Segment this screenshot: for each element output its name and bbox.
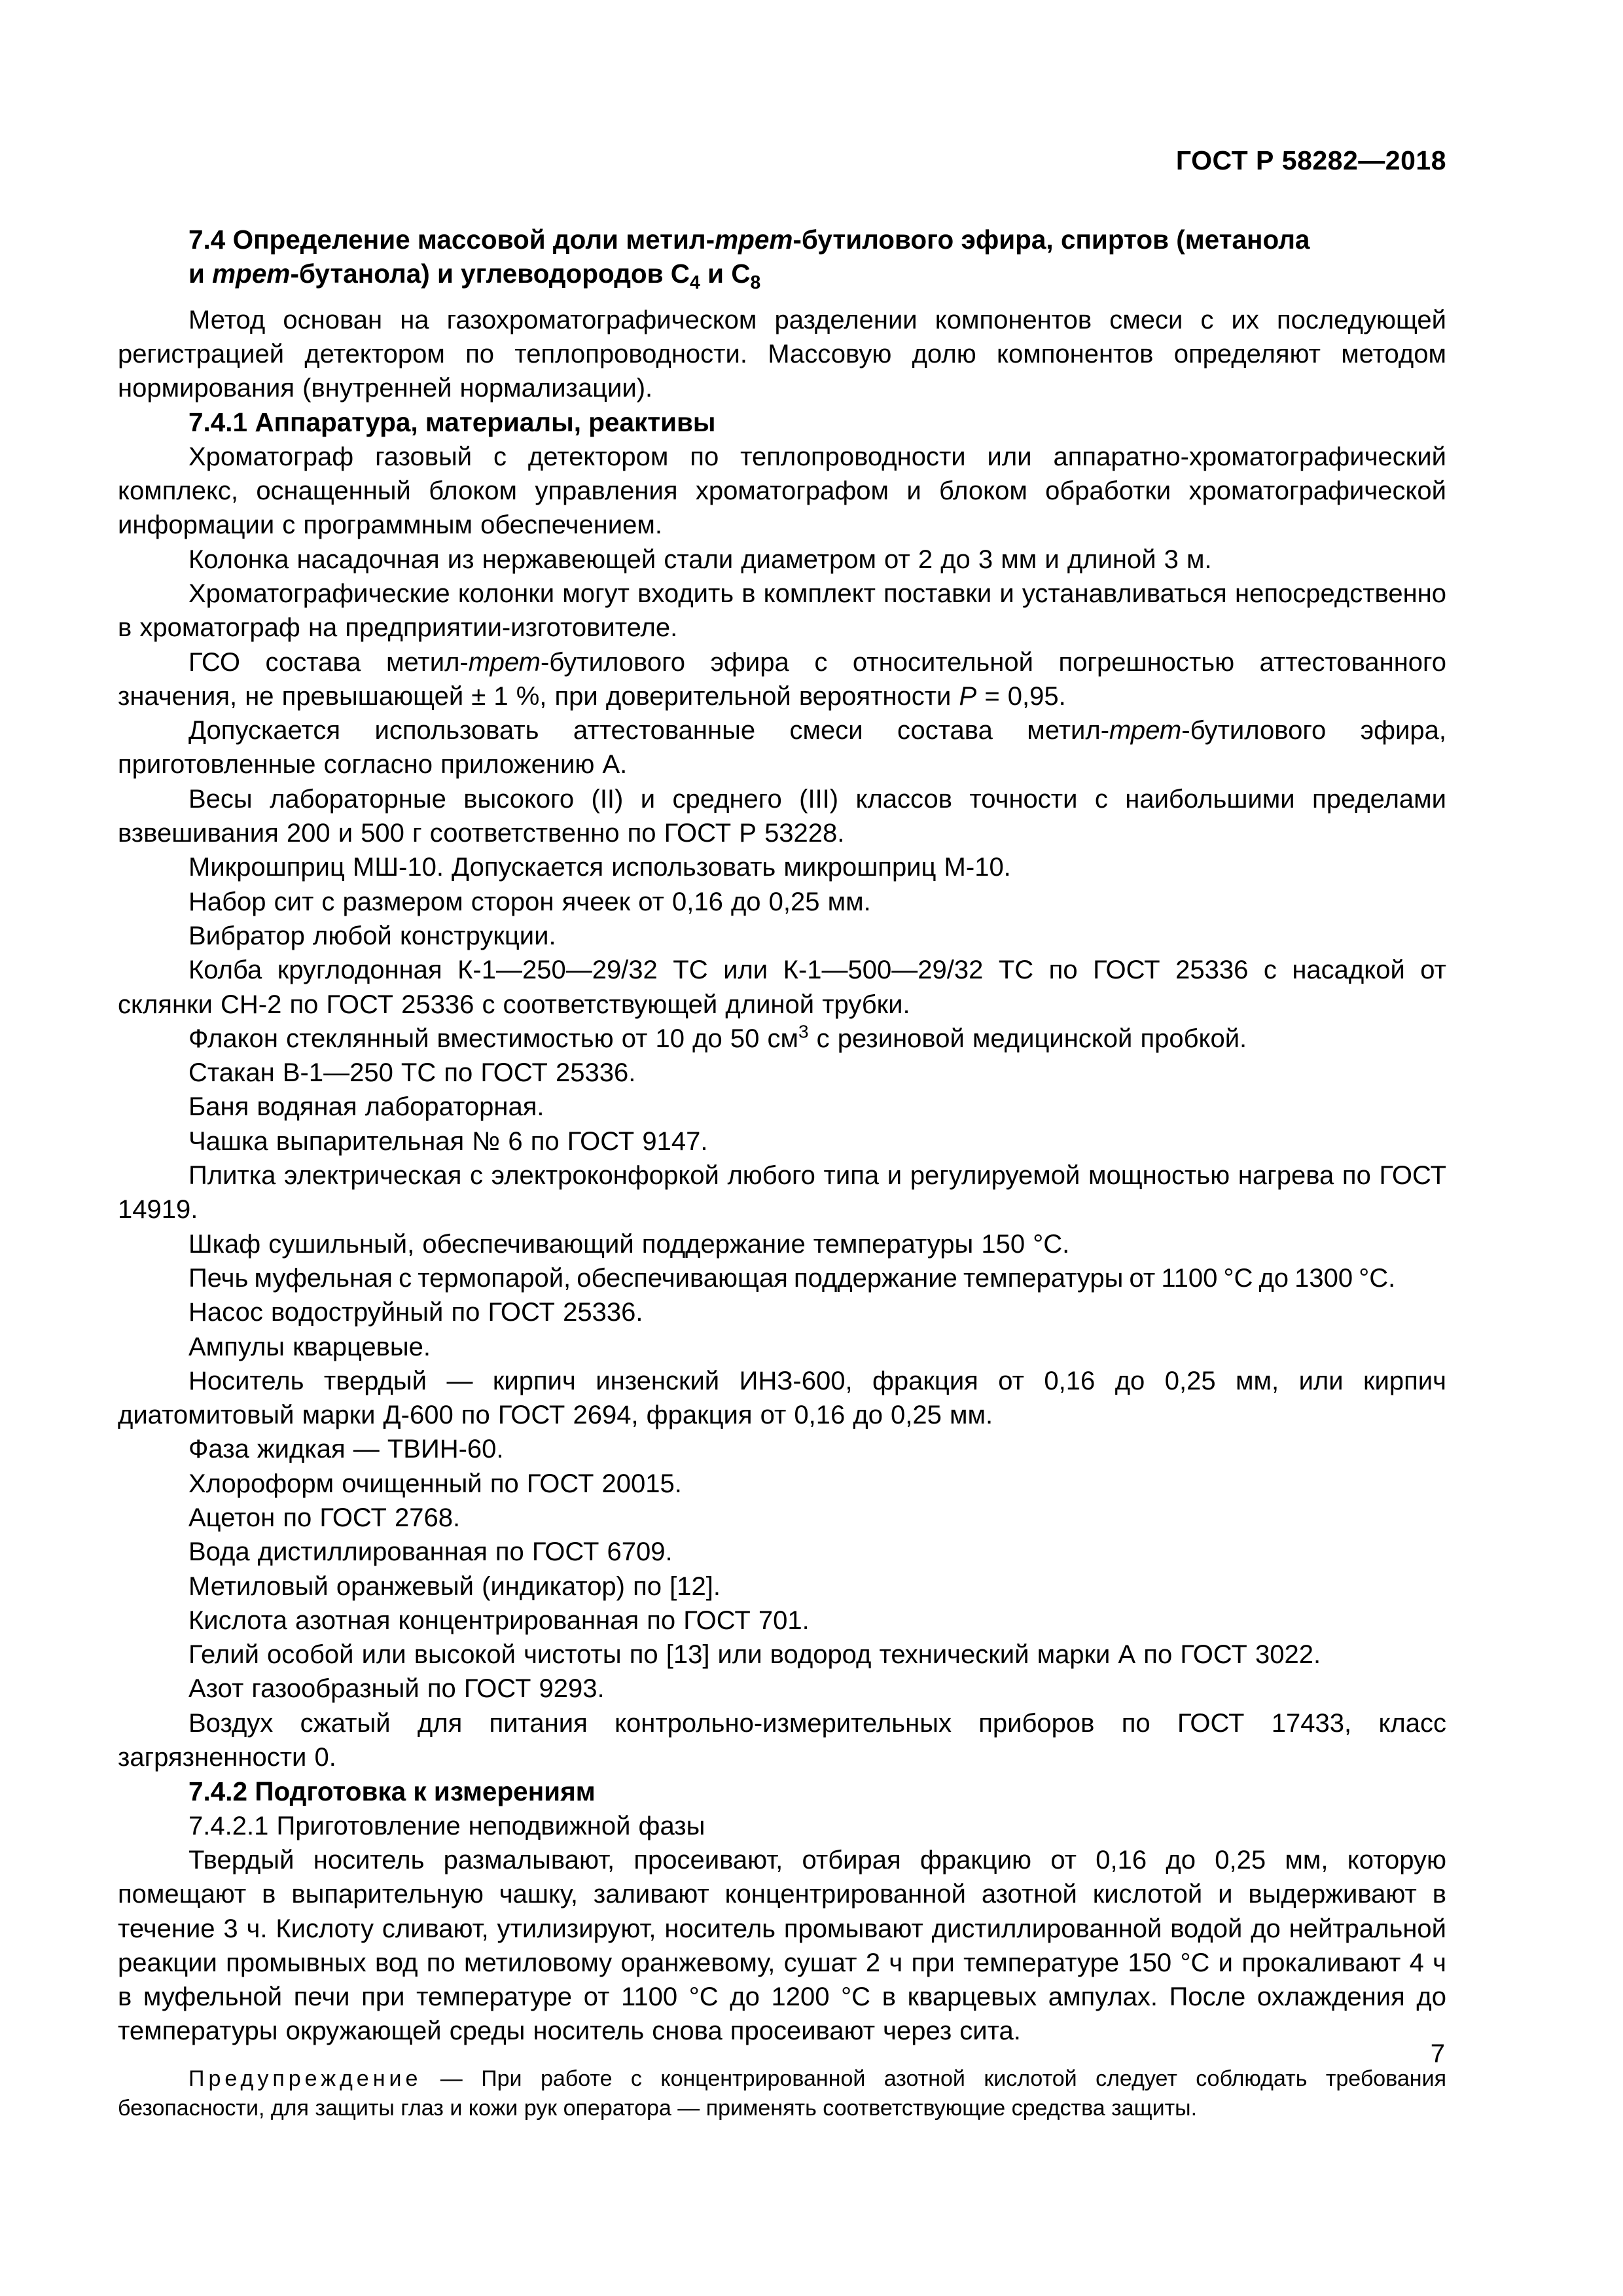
subsection-heading: [118, 1774, 1446, 1808]
section-title-italic: трет: [212, 259, 291, 289]
list-item: [118, 1022, 1446, 1056]
text-part: Допускается использовать аттестованные смеси состава метил-: [188, 716, 1110, 745]
text-part: с резиновой медицинской пробкой.: [808, 1024, 1247, 1053]
list-item: Шкаф сушильный, обеспечивающий поддержание температуры 150 °С.: [188, 1229, 1070, 1259]
intro-paragraph: Метод основан на газохроматографическом разделении компонентов смеси с их последующей регистрацией детектором по теплопроводности. Массовую долю компонентов определяют методом нормирования (внутренней нормализации).: [118, 305, 1446, 403]
text-italic: Р: [959, 681, 977, 711]
list-item: Ампулы кварцевые.: [188, 1332, 431, 1361]
section-number: 7.4: [188, 224, 226, 255]
text-italic: трет: [1109, 716, 1182, 745]
section-title-subscript: 4: [690, 272, 700, 294]
section-title-subscript: 8: [750, 272, 761, 294]
list-item: Печь муфельная с термопарой, обеспечивающая поддержание температуры от 1100 °С до 1300 °С.: [188, 1263, 1396, 1293]
text-part: = 0,95.: [976, 681, 1066, 711]
list-item: Набор сит с размером сторон ячеек от 0,16 до 0,25 мм.: [188, 887, 871, 916]
text-superscript: 3: [798, 1021, 809, 1042]
list-item: Фаза жидкая — ТВИН-60.: [188, 1435, 504, 1464]
subsection-heading: [118, 405, 1446, 439]
subsection-number: 7.4.1: [188, 407, 248, 438]
list-item: [118, 645, 1446, 714]
section-title-part: и: [188, 259, 213, 289]
list-item: Стакан В-1—250 ТС по ГОСТ 25336.: [188, 1058, 636, 1088]
list-item: Метиловый оранжевый (индикатор) по [12].: [188, 1571, 721, 1601]
list-item: Колонка насадочная из нержавеющей стали диаметром от 2 до 3 мм и длиной 3 м.: [188, 545, 1212, 574]
preparation-paragraph: Твердый носитель размалывают, просеивают, отбирая фракцию от 0,16 до 0,25 мм, которую помещают в выпарительную чашку, заливают концентрированной азотной кислотой и выдерживают в течение 3 ч. Кислоту сливают, утилизируют, носитель промывают дистиллированной водой до нейтральной реакции промывных вод по метиловому оранжевому, сушат 2 ч при температуре 150 °С и прокаливают 4 ч в муфельной печи при температуре от 1100 °С до 1200 °С в кварцевых ампулах. После охлаждения до температуры окружающей среды носитель снова просеивают через сита.: [118, 1845, 1446, 2046]
list-item: Вода дистиллированная по ГОСТ 6709.: [188, 1537, 673, 1567]
list-item: Ацетон по ГОСТ 2768.: [188, 1503, 461, 1532]
list-item: Воздух сжатый для питания контрольно-измерительных приборов по ГОСТ 17433, класс загрязненности 0.: [118, 1708, 1446, 1772]
list-item: Гелий особой или высокой чистоты по [13] или водород технический марки А по ГОСТ 3022.: [188, 1640, 1321, 1670]
list-item: Хлороформ очищенный по ГОСТ 20015.: [188, 1469, 682, 1498]
subsection-title: Аппаратура, материалы, реактивы: [255, 407, 716, 438]
text-part: Флакон стеклянный вместимостью от 10 до 50 см: [188, 1024, 798, 1053]
list-item: Носитель твердый — кирпич инзенский ИНЗ-600, фракция от 0,16 до 0,25 мм, или кирпич диатомитовый марки Д-600 по ГОСТ 2694, фракция от 0,16 до 0,25 мм.: [118, 1366, 1446, 1430]
text-part: -бутилового эфира с относительной погрешностью аттестованного значения, не превышающей ± 1 %, при доверительной вероятности: [118, 647, 1447, 711]
page-content: [118, 223, 1446, 2123]
note-label: Предупреждение: [188, 2066, 422, 2091]
section-title-italic: трет: [715, 224, 793, 255]
note-dash: —: [421, 2066, 482, 2091]
text-part: ГСО состава метил-: [188, 647, 469, 677]
section-title-part: Определение массовой доли метил-: [232, 224, 715, 255]
section-title-part: -бутанола) и углеводородов С: [290, 259, 690, 289]
list-item: Микрошприц МШ-10. Допускается использовать микрошприц М-10.: [188, 853, 1011, 882]
section-title-part: -бутилового эфира, спиртов (метанола: [793, 224, 1310, 255]
clause-heading: 7.4.2.1 Приготовление неподвижной фазы: [188, 1811, 705, 1840]
list-item: Насос водоструйный по ГОСТ 25336.: [188, 1298, 643, 1327]
page-number: 7: [1430, 2039, 1445, 2068]
list-item: Хроматограф газовый с детектором по теплопроводности или аппаратно-хроматографический комплекс, оснащенный блоком управления хроматографом и блоком обработки хроматографической информации с программным обеспечением.: [118, 442, 1446, 540]
text-part: -бутилового эфира, приготовленные согласно приложению А.: [118, 716, 1446, 780]
list-item: Весы лабораторные высокого (II) и среднего (III) классов точности с наибольшими пределами взвешивания 200 и 500 г соответственно по ГОСТ Р 53228.: [118, 784, 1446, 848]
list-item: Вибратор любой конструкции.: [188, 921, 556, 950]
subsection-title: Подготовка к измерениям: [255, 1776, 596, 1807]
list-item: Кислота азотная концентрированная по ГОСТ 701.: [188, 1605, 810, 1635]
section-heading: [118, 223, 1446, 294]
text-italic: трет: [468, 647, 541, 677]
list-item: Баня водяная лабораторная.: [188, 1092, 544, 1122]
list-item: Азот газообразный по ГОСТ 9293.: [188, 1674, 605, 1704]
list-item: Чашка выпарительная № 6 по ГОСТ 9147.: [188, 1126, 708, 1156]
list-item: [118, 713, 1446, 782]
section-title-part: и С: [700, 259, 751, 289]
warning-note: [118, 2064, 1446, 2123]
standard-id: ГОСТ Р 58282—2018: [1175, 145, 1446, 175]
list-item: Хроматографические колонки могут входить в комплект поставки и устанавливаться непосредственно в хроматограф на предприятии-изготовителе.: [118, 579, 1446, 643]
list-item: Колба круглодонная К-1—250—29/32 ТС или К-1—500—29/32 ТС по ГОСТ 25336 с насадкой от склянки СН-2 по ГОСТ 25336 с соответствующей длиной трубки.: [118, 956, 1446, 1019]
subsection-number: 7.4.2: [188, 1776, 248, 1807]
list-item: Плитка электрическая с электроконфоркой любого типа и регулируемой мощностью нагрева по ГОСТ 14919.: [118, 1161, 1446, 1225]
note-text: При работе с концентрированной азотной кислотой следует соблюдать требования безопасности, для защиты глаз и кожи рук оператора — применять соответствующие средства защиты.: [118, 2066, 1446, 2121]
